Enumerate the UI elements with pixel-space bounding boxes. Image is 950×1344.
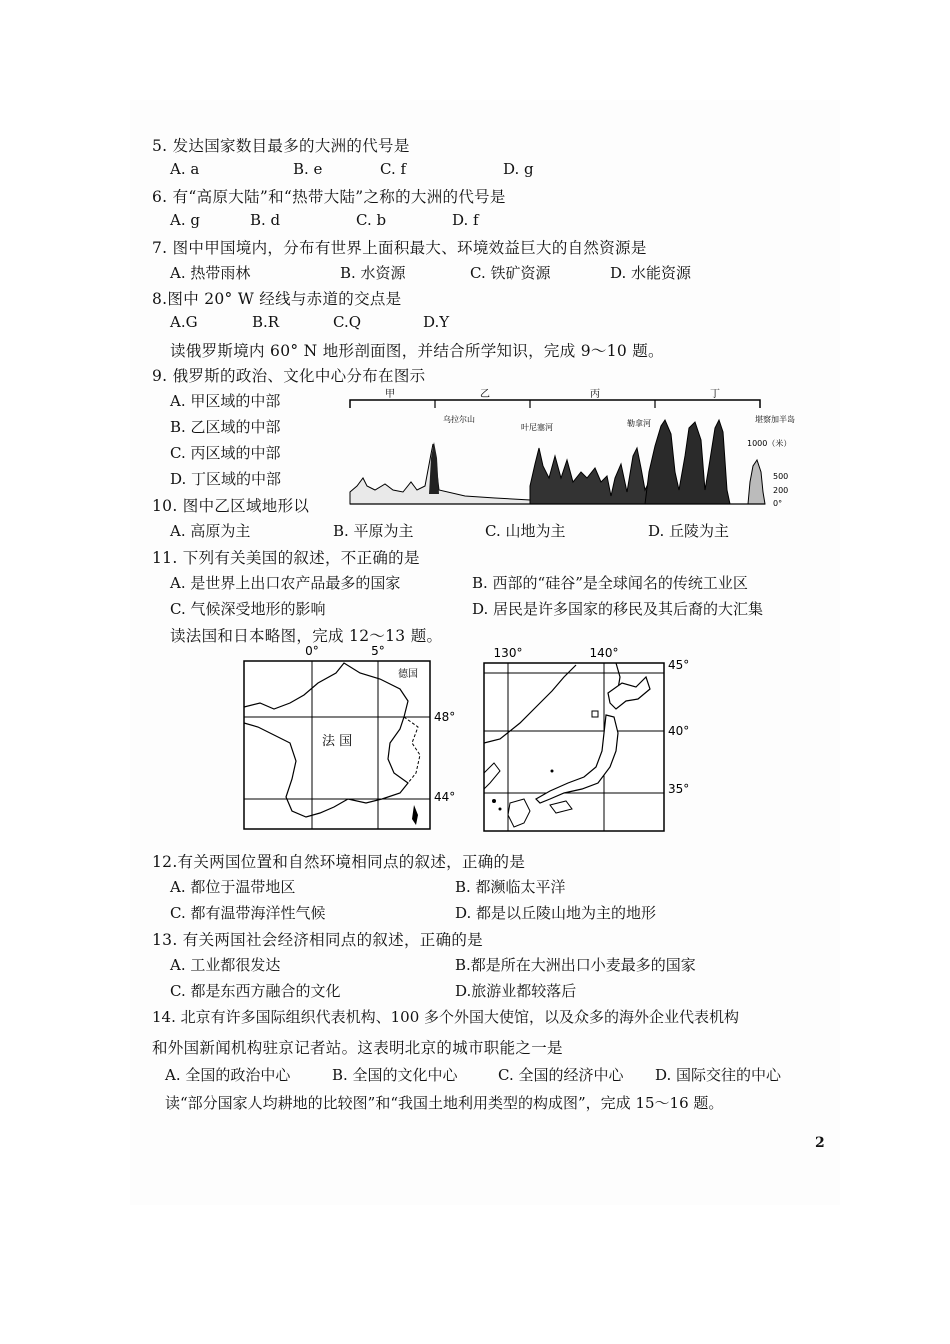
q13-option-b: B.都是所在大洲出口小麦最多的国家 — [455, 956, 696, 974]
q7-option-b: B. 水资源 — [340, 264, 406, 282]
germany-label: 德国 — [398, 669, 418, 680]
q13-option-c: C. 都是东西方融合的文化 — [170, 982, 341, 1000]
q14-option-b: B. 全国的文化中心 — [332, 1066, 458, 1084]
france-lon-5-label: 5° — [371, 644, 385, 658]
q9-option-a: A. 甲区域的中部 — [170, 392, 281, 410]
q9-option-d: D. 丁区域的中部 — [170, 470, 282, 488]
france-lat-44-label: 44° — [434, 790, 456, 804]
intro-questions-9-10: 读俄罗斯境内 60° N 地形剖面图，并结合所学知识，完成 9～10 题。 — [170, 342, 664, 360]
ural-mountains-label: 乌拉尔山 — [443, 415, 475, 424]
question-12-stem: 12.有关两国位置和自然环境相同点的叙述，正确的是 — [152, 853, 526, 871]
q11-option-b: B. 西部的“硅谷”是全球闻名的传统工业区 — [472, 574, 748, 592]
region-label-jia: 甲 — [385, 389, 395, 400]
q10-option-d: D. 丘陵为主 — [648, 522, 730, 540]
question-9-stem: 9. 俄罗斯的政治、文化中心分布在图示 — [152, 367, 426, 385]
q14-option-c: C. 全国的经济中心 — [498, 1066, 624, 1084]
q12-option-b: B. 都濒临太平洋 — [455, 878, 566, 896]
q7-option-d: D. 水能资源 — [610, 264, 692, 282]
q10-option-a: A. 高原为主 — [170, 522, 251, 540]
q12-option-c: C. 都有温带海洋性气候 — [170, 904, 326, 922]
q11-option-c: C. 气候深受地形的影响 — [170, 600, 326, 618]
france-lon-0-label: 0° — [305, 644, 319, 658]
q6-option-b: B. d — [250, 211, 281, 229]
elevation-label-200: 200 — [773, 486, 789, 495]
q13-option-a: A. 工业都很发达 — [170, 956, 281, 974]
q8-option-b: B.R — [252, 313, 280, 331]
question-7-stem: 7. 图中甲国境内，分布有世界上面积最大、环境效益巨大的自然资源是 — [152, 239, 647, 257]
lena-river-label: 勒拿河 — [627, 419, 651, 428]
question-10-stem: 10. 图中乙区域地形以 — [152, 497, 310, 515]
q8-option-c: C.Q — [333, 313, 362, 331]
ural-mountains-peak — [429, 442, 439, 494]
japan-lat-35-label: 35° — [668, 782, 690, 796]
q7-option-a: A. 热带雨林 — [170, 264, 251, 282]
q8-option-d: D.Y — [423, 313, 450, 331]
q9-option-b: B. 乙区域的中部 — [170, 418, 281, 436]
q5-option-c: C. f — [380, 160, 407, 178]
question-14-stem-line1: 14. 北京有许多国际组织代表机构、100 多个外国大使馆，以及众多的海外企业代表机构 — [152, 1008, 740, 1026]
q5-option-d: D. g — [503, 160, 534, 178]
france-lat-48-label: 48° — [434, 710, 456, 724]
q6-option-c: C. b — [356, 211, 387, 229]
q10-option-c: C. 山地为主 — [485, 522, 566, 540]
q13-option-d: D.旅游业都较落后 — [455, 982, 577, 1000]
q6-option-d: D. f — [452, 211, 479, 229]
kamchatka-label: 堪察加半岛 — [755, 415, 795, 424]
question-8-stem: 8.图中 20° W 经线与赤道的交点是 — [152, 290, 402, 308]
japan-lon-140-label: 140° — [589, 646, 619, 660]
q9-option-c: C. 丙区域的中部 — [170, 444, 281, 462]
elevation-label-500: 500 — [773, 472, 789, 481]
q12-option-d: D. 都是以丘陵山地为主的地形 — [455, 904, 657, 922]
elevation-label-0: 0° — [773, 499, 783, 508]
q5-option-b: B. e — [293, 160, 323, 178]
region-label-ding: 丁 — [710, 389, 720, 400]
elevation-label-1000: 1000（米） — [747, 439, 792, 448]
question-11-stem: 11. 下列有关美国的叙述，不正确的是 — [152, 549, 420, 567]
region-label-yi: 乙 — [480, 389, 490, 400]
yenisei-river-label: 叶尼塞河 — [521, 423, 553, 432]
q11-option-d: D. 居民是许多国家的移民及其后裔的大汇集 — [472, 600, 764, 618]
japan-lat-45-label: 45° — [668, 658, 690, 672]
q6-option-a: A. g — [170, 211, 200, 229]
q14-option-a: A. 全国的政治中心 — [165, 1066, 291, 1084]
question-5-stem: 5. 发达国家数目最多的大洲的代号是 — [152, 137, 410, 155]
region-label-bing: 丙 — [590, 389, 600, 400]
japan-lon-130-label: 130° — [493, 646, 523, 660]
russia-60n-profile-figure — [345, 386, 810, 512]
intro-questions-15-16: 读“部分国家人均耕地的比较图”和“我国土地利用类型的构成图”，完成 15～16 题。 — [165, 1094, 724, 1112]
question-6-stem: 6. 有“高原大陆”和“热带大陆”之称的大洲的代号是 — [152, 188, 506, 206]
france-label: 法 国 — [322, 734, 353, 749]
japan-lat-40-label: 40° — [668, 724, 690, 738]
question-14-stem-line2: 和外国新闻机构驻京记者站。这表明北京的城市职能之一是 — [152, 1039, 563, 1057]
japan-map-figure — [480, 643, 715, 838]
q8-option-a: A.G — [170, 313, 198, 331]
q14-option-d: D. 国际交往的中心 — [655, 1066, 782, 1084]
intro-questions-12-13: 读法国和日本略图，完成 12～13 题。 — [170, 627, 443, 645]
question-13-stem: 13. 有关两国社会经济相同点的叙述，正确的是 — [152, 931, 483, 949]
page-number: 2 — [815, 1135, 825, 1151]
q7-option-c: C. 铁矿资源 — [470, 264, 551, 282]
q12-option-a: A. 都位于温带地区 — [170, 878, 296, 896]
france-map-figure — [240, 643, 460, 833]
q10-option-b: B. 平原为主 — [333, 522, 414, 540]
q11-option-a: A. 是世界上出口农产品最多的国家 — [170, 574, 401, 592]
q5-option-a: A. a — [170, 160, 200, 178]
